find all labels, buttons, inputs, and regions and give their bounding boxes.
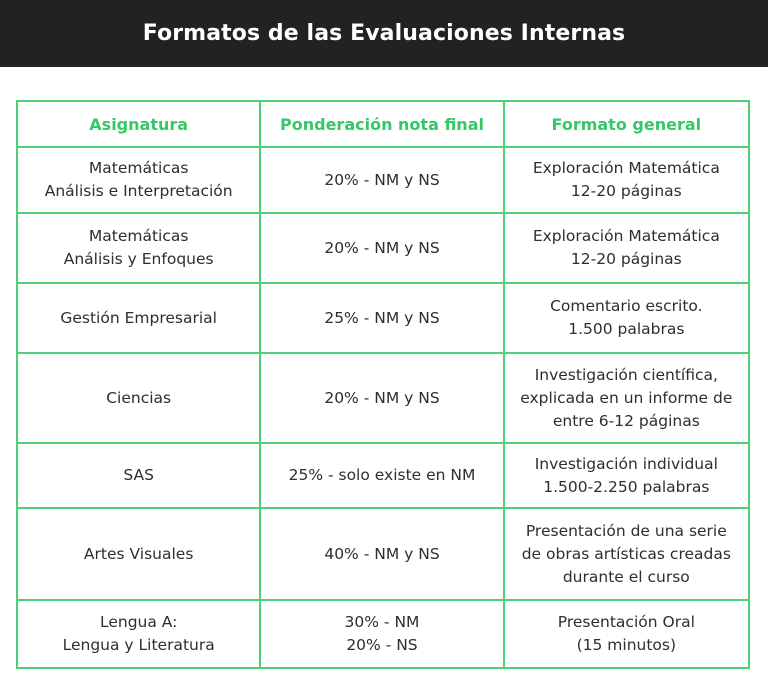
cell-asignatura: [17, 213, 260, 283]
cell-line: 30% - NM: [344, 613, 420, 631]
cell-asignatura: [17, 443, 260, 508]
cell-line: Gestión Empresarial: [60, 308, 217, 327]
cell-line: Presentación Oral: [557, 613, 695, 631]
cell-line: 20% - NM y NS: [324, 170, 440, 189]
cell-line: Lengua y Literatura: [62, 636, 215, 654]
cell-line: entre 6-12 páginas: [552, 411, 700, 430]
cell-ponderacion: [260, 443, 503, 508]
cell-line: Exploración Matemática: [532, 159, 720, 177]
cell-formato: [504, 443, 749, 508]
cell-line: 1.500-2.250 palabras: [543, 477, 710, 496]
cell-ponderacion: [260, 213, 503, 283]
cell-formato: [504, 508, 749, 600]
cell-ponderacion: [260, 353, 503, 443]
cell-ponderacion: [260, 600, 503, 668]
table-row: [17, 443, 749, 508]
cell-ponderacion: [260, 508, 503, 600]
table-row: [17, 213, 749, 283]
table-row: [17, 600, 749, 668]
cell-line: Lengua A:: [99, 613, 178, 631]
cell-line: Exploración Matemática: [532, 227, 720, 245]
cell-line: Ciencias: [106, 388, 172, 407]
table-row: [17, 508, 749, 600]
cell-line: (15 minutos): [576, 636, 677, 654]
cell-line: Comentario escrito.: [550, 297, 703, 315]
table-row: [17, 283, 749, 353]
cell-formato: [504, 213, 749, 283]
cell-line: Investigación científica,: [534, 365, 718, 384]
cell-ponderacion: [260, 283, 503, 353]
cell-line: Matemáticas: [88, 227, 189, 245]
cell-asignatura: [17, 508, 260, 600]
cell-asignatura: [17, 283, 260, 353]
page-title: Formatos de las Evaluaciones Internas: [142, 21, 626, 46]
cell-ponderacion: [260, 147, 503, 213]
cell-line: 20% - NM y NS: [324, 238, 440, 257]
cell-formato: [504, 353, 749, 443]
cell-formato: [504, 147, 749, 213]
cell-line: Investigación individual: [534, 454, 718, 473]
cell-line: 25% - solo existe en NM: [288, 466, 476, 484]
cell-line: Presentación de una serie: [525, 521, 727, 540]
cell-line: 1.500 palabras: [568, 320, 685, 338]
cell-line: de obras artísticas creadas: [521, 544, 731, 563]
cell-line: 20% - NM y NS: [324, 388, 440, 407]
column-header-ponderacion: Ponderación nota final: [260, 101, 503, 147]
cell-line: explicada en un informe de: [520, 388, 733, 407]
evaluations-table: [16, 100, 750, 669]
table-header-row: [17, 101, 749, 147]
cell-formato: [504, 600, 749, 668]
column-header-asignatura: Asignatura: [17, 101, 260, 147]
cell-asignatura: [17, 600, 260, 668]
cell-asignatura: [17, 353, 260, 443]
cell-line: Análisis y Enfoques: [63, 250, 214, 268]
cell-line: 25% - NM y NS: [324, 308, 440, 327]
cell-line: Matemáticas: [88, 159, 189, 177]
cell-formato: [504, 283, 749, 353]
cell-line: 12-20 páginas: [570, 250, 682, 268]
cell-line: 12-20 páginas: [570, 182, 682, 200]
table-row: [17, 147, 749, 213]
cell-asignatura: [17, 147, 260, 213]
cell-line: durante el curso: [562, 567, 690, 586]
cell-line: SAS: [123, 466, 154, 484]
cell-line: 40% - NM y NS: [324, 544, 440, 563]
table-row: [17, 353, 749, 443]
cell-line: 20% - NS: [346, 636, 418, 654]
cell-line: Análisis e Interpretación: [44, 182, 233, 200]
column-header-formato: Formato general: [504, 101, 749, 147]
cell-line: Artes Visuales: [83, 544, 194, 563]
page-header: [0, 0, 768, 67]
